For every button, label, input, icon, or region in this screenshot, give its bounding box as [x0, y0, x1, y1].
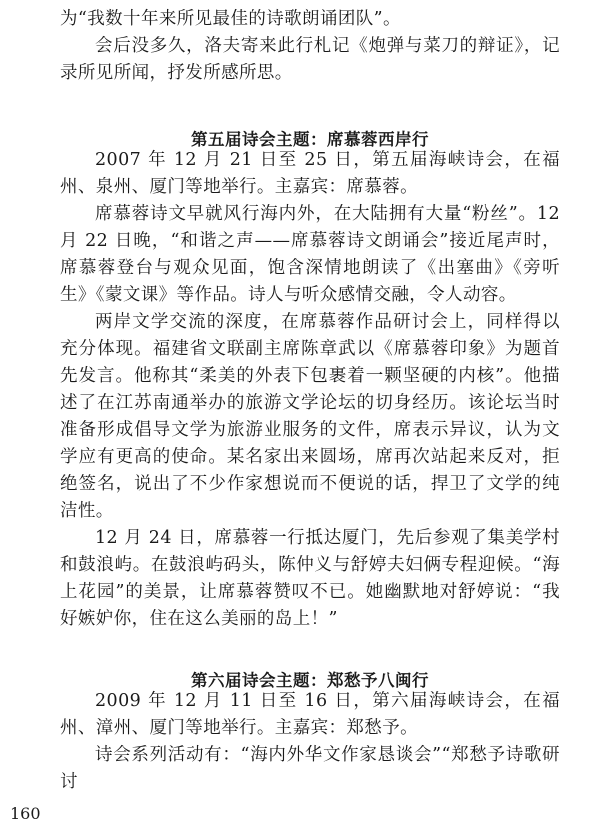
paragraph-4: 席慕蓉诗文早就风行海内外，在大陆拥有大量“粉丝”。12 月 22 日晚，“和谐之声——席慕蓉诗文朗诵会”接近尾声时，席慕蓉登台与观众见面，饱含深情地朗读了《出塞曲》《旁听生》《蒙文课》等作品。诗人与听众感情交融，令人动容。 — [60, 204, 560, 305]
paragraph-8: 诗会系列活动有：“海内外华文作家恳谈会”“郑愁予诗歌研讨 — [60, 745, 560, 792]
paragraph-2: 会后没多久，洛夫寄来此行札记《炮弹与菜刀的辩证》，记录所见所闻，抒发所感所思。 — [60, 36, 560, 83]
paragraph-1: 为“我数十年来所见最佳的诗歌朗诵团队”。 — [60, 9, 401, 29]
paragraph-7: 2009 年 12 月 11 日至 16 日，第六届海峡诗会，在福州、漳州、厦门等地举行。主嘉宾：郑愁予。 — [60, 691, 560, 738]
paragraph-5: 两岸文学交流的深度，在席慕蓉作品研讨会上，同样得以充分体现。福建省文联副主席陈章武以《席慕蓉印象》为题首先发言。他称其“柔美的外表下包裹着一颗坚硬的内核”。他描述了在江苏南通举办的旅游文学论坛的切身经历。该论坛当时准备形成倡导文学为旅游业服务的文件，席表示异议，认为文学应有更高的使命。某名家出来圆场，席再次站起来反对，拒绝签名，说出了不少作家想说而不便说的话，捍卫了文学的纯洁性。 — [60, 312, 560, 521]
paragraph-6: 12 月 24 日，席慕蓉一行抵达厦门，先后参观了集美学村和鼓浪屿。在鼓浪屿码头，陈仲义与舒婷夫妇俩专程迎候。“海上花园”的美景，让席慕蓉赞叹不已。她幽默地对舒婷说：“我好嫉妒你，住在这么美丽的岛上！” — [60, 528, 560, 629]
text-column — [60, 6, 560, 87]
section-heading-6: 第六届诗会主题：郑愁予八闽行 — [191, 671, 429, 690]
section-6-body — [60, 688, 560, 796]
section-5-body — [60, 147, 560, 633]
page-number: 160 — [10, 804, 41, 823]
section-heading-5: 第五届诗会主题：席慕蓉西岸行 — [191, 130, 429, 149]
paragraph-3: 2007 年 12 月 21 日至 25 日，第五届海峡诗会，在福州、泉州、厦门等地举行。主嘉宾：席慕蓉。 — [60, 150, 560, 197]
